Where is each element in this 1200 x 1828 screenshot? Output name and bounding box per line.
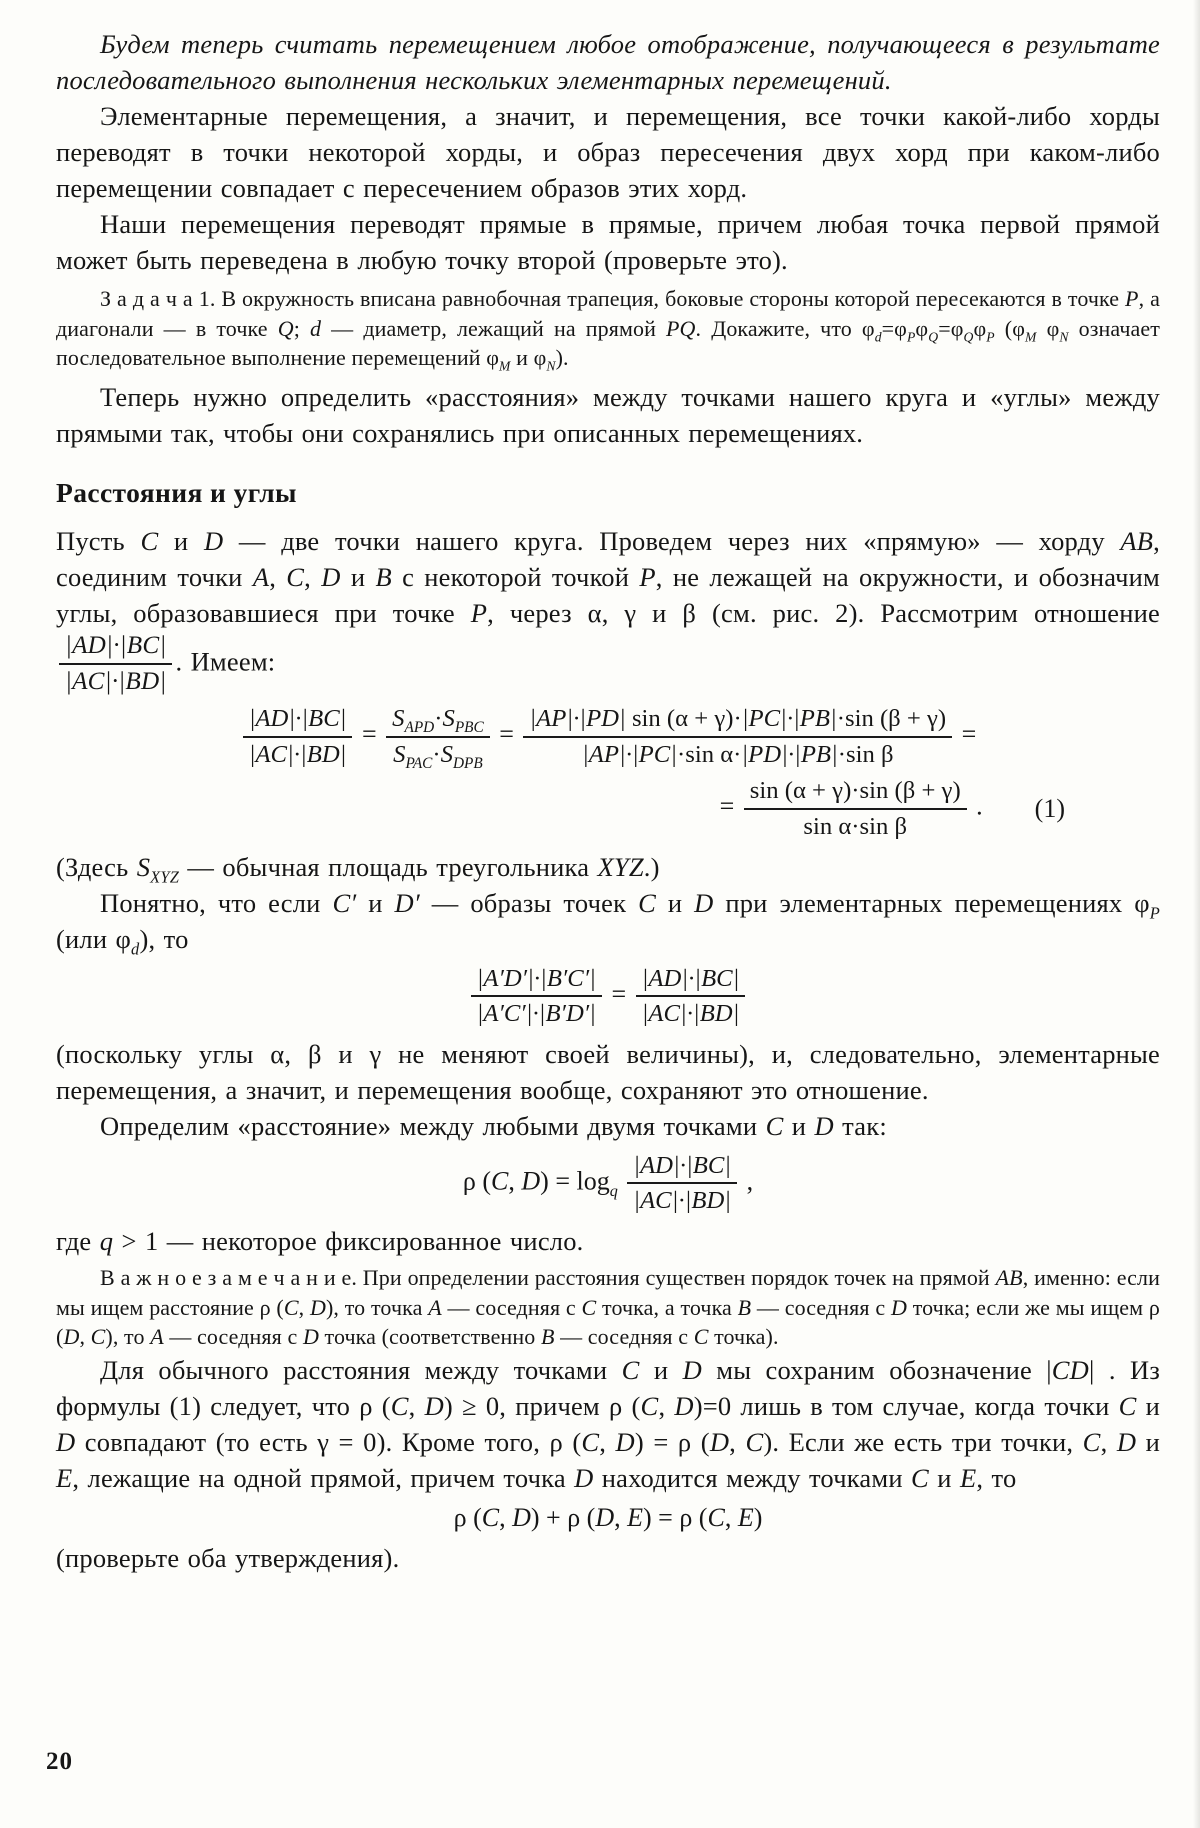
paragraph-elementary-movements: Элементарные перемещения, а значит, и перемещения, все точки какой-либо хорды переводят в точки некоторой хорды, и образ пересечения двух хорд при каком-либо перемещении совпадает с пересечением образов этих хорд. <box>56 101 1160 203</box>
paragraph-define-distance: Определим «расстояние» между любыми двумя точками C и D так: <box>100 1110 887 1141</box>
paragraph-let-c-d: Пусть C и D — две точки нашего круга. Проведем через них «прямую» — хорду AB, соединим точки A, C, D и B с некоторой точкой P, не лежащей на окружности, и обозначим углы, образовавшиеся при точке P, через α, γ и β (см. рис. 2). Рассмотрим отношение $\frac{|AD|\cdot|BC|}{|AC|\cdot|BD|}$ . Имеем: <box>56 525 1160 695</box>
paragraph-ordinary-distance: Для обычного расстояния между точками C и D мы сохраним обозначение |CD| . Из формулы (1) следует, что ρ (C, D) ≥ 0, причем ρ (C, D)=0 лишь в том случае, когда точки C и D совпадают (то есть γ = 0). Кроме того, ρ (C, D) = ρ (D, C). Если же есть три точки, C, D и E, лежащие на одной прямой, причем точка D находится между точками C и E, то <box>56 1354 1161 1493</box>
important-note: В а ж н о е з а м е ч а н и е. При определении расстояния существен порядок точек на прямой AB, именно: если мы ищем расстояние ρ (C, D), то точка A — соседняя с C точка, а точка B — соседняя с D точка; если же мы ищем ρ (D, C), то A — соседняя с D точка (соответственно B — соседняя с C точка). <box>56 1265 1160 1350</box>
paragraph-intro-italic: Будем теперь считать перемещением любое отображение, получающееся в результате последовательного выполнения нескольких элементарных перемещений. <box>56 29 1160 95</box>
section-heading: Расстояния и углы <box>56 476 297 508</box>
page-number: 20 <box>46 1748 73 1775</box>
paragraph-where-q: где q > 1 — некоторое фиксированное число. <box>56 1226 584 1257</box>
paragraph-now-define: Теперь нужно определить «расстояния» между точками нашего круга и «углы» между прямыми так, чтобы они сохранялись при описанных перемещениях. <box>56 381 1160 448</box>
equation-1-line-1: $\frac{|AD|\cdot|BC|}{|AC|\cdot|BD|}$ = $\frac{S_{APD}\cdot S_{PBC}}{S_{PAC}\cdot S_{DPB}}$ = $\frac{|AP|\cdot|PD| \sin (\alpha + \gamma)\cdot|PC|\cdot|PB|\cdot\sin (\beta + \gamma)}{\text{|AP|·|PC|·sin α·|PD|·|PB|·sin β}}$ = <box>56 704 1160 769</box>
equation-1-line-2 <box>56 776 1160 841</box>
problem-1: З а д а ч а 1. В окружность вписана равнобочная трапеция, боковые стороны которой пересекаются в точке P, а диагонали — в точке Q; d — диаметр, лежащий на прямой PQ. Докажите, что $\varphi_d=\varphi_P\varphi_Q=\varphi_Q\varphi_P$ ($\varphi_M$ $\varphi_N$ означает последовательное выполнение перемещений $\varphi_M$ и $\varphi_N$). <box>56 286 1161 374</box>
equation-2: $\frac{|A'D'|\cdot|B'C'|}{|A'C'|\cdot|B'D'|}$ = $\frac{|AD|\cdot|BC|}{|AC|\cdot|BD|}$ <box>56 964 1160 1029</box>
paragraph-verify-both: (проверьте оба утверждения). <box>56 1542 400 1573</box>
paragraph-since-angles: (поскольку углы α, β и γ не меняют своей величины), и, следовательно, элементарные перемещения, а значит, и перемещения вообще, сохраняют это отношение. <box>56 1038 1160 1105</box>
scan-edge-shadow <box>1193 0 1200 1828</box>
equation-1-line-2-body: = $\frac{\sin (\alpha + \gamma)\cdot\sin (\beta + \gamma)}{\text{sin α·sin β}}$ . <box>719 777 983 840</box>
equation-3-distance-definition: ρ (C, $D) = \log_q$ $\frac{|AD|\cdot|BC|}{|AC|\cdot|BD|}$ , <box>462 1151 754 1215</box>
paragraph-here-s-note: (Здесь $S_{XYZ}$ — обычная площадь треугольника XYZ.) <box>56 851 660 886</box>
paragraph-clearly-images: Понятно, что если C′ и D′ — образы точек C и D при элементарных перемещениях $\varphi_P$ (или $\varphi_d$), то <box>56 887 1160 958</box>
equation-1-number-label: (1) <box>1034 793 1065 823</box>
paragraph-lines-to-lines: Наши перемещения переводят прямые в прямые, причем любая точка первой прямой может быть переведена в любую точку второй (проверьте это). <box>56 209 1160 275</box>
equation-4-additivity: ρ (C, D) + ρ (D, E) = ρ (C, E) <box>453 1502 763 1532</box>
